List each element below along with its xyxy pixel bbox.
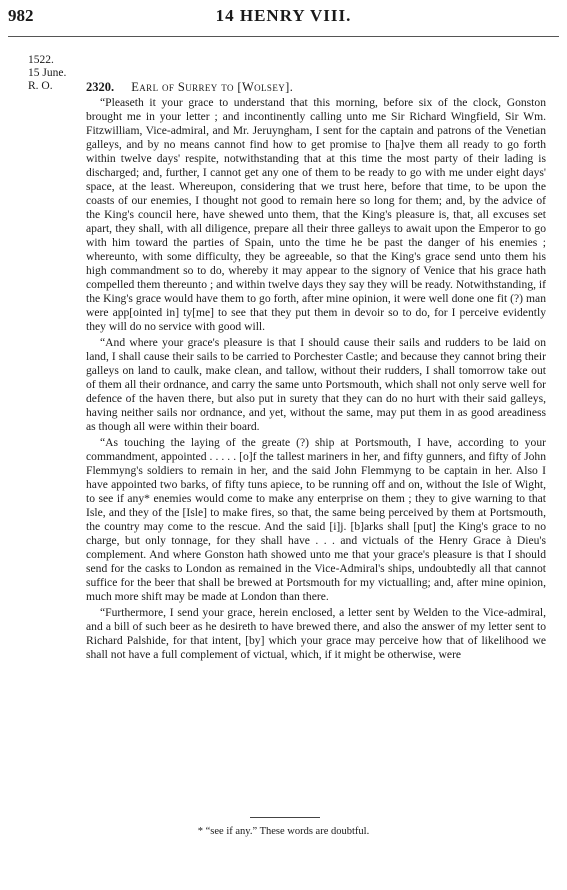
page-number: 982 xyxy=(8,6,34,25)
running-title: 14 HENRY VIII. xyxy=(215,6,352,25)
letter-body xyxy=(86,96,546,664)
page-header xyxy=(0,6,567,36)
paragraph: “And where your grace's pleasure is that I should cause their sails and rudders to be laid on land, I shall cause their sails to be carried to Porchester Castle; and because they cannot bring their galleys on land to caulk, make clean, and tallow, without their rudders, I shall tomorrow take out of them all their ordnance, and carry the same unto Portsmouth, which shall not only serve well for defence of the haven there, but also put in surety that they can do no hurt with their said galleys, having neither sails nor ordnance, and yet, without the same, may put them in as good areadiness as though all were within their board. xyxy=(86,336,546,433)
paragraph: “As touching the laying of the greate (?) ship at Portsmouth, I have, according to your commandment, appointed . . . . . [o]f the tallest mariners in her, and fifty gunners, and fifty of John Flemmyng's soldiers to remain in her, and the said John Flemmyng to be captain in her. Also I have appointed two barks, of fifty tuns apiece, to be running off and on, without the Isle of Wight, to see if any* enemies would come to make any enterprise on them ; they to give warning to that Isle, and they of the [Isle] to make fires, so that, the same being perceived by them at Portsmouth, the country may come to the rescue. And the said [i]j. [b]arks shall [put] the King's grace to no charge, but only tonnage, for they shall have . . . and victuals of the Henry Grace à Dieu's complement. And where Gonston hath showed unto me that your grace's pleasure is that I should send for the casks to London as remained in the Vice-Admiral's ships, undoubtedly all that cannot suffice for the beer that shall be brewed at Portsmouth for my victualling; and, after mine opinion, much more shift may be made at London than there. xyxy=(86,436,546,603)
entry-title: Earl of Surrey to [Wolsey]. xyxy=(131,80,294,94)
margin-date: 15 June. xyxy=(28,67,67,79)
footnote-rule xyxy=(250,817,320,818)
margin-source: R. O. xyxy=(28,80,53,92)
header-rule xyxy=(8,36,559,37)
margin-notes xyxy=(28,54,68,93)
entry-number: 2320. xyxy=(86,80,115,94)
paragraph: “Furthermore, I send your grace, herein enclosed, a letter sent by Welden to the Vice-admiral, and a bill of such beer as he desireth to have brewed there, and also the answer of my letter sent to Richard Palshide, for that intent, [by] which your grace may perceive how that of likelihood we shall not have a full complement of victual, which, if it might be otherwise, were xyxy=(86,606,546,661)
entry-heading xyxy=(86,80,293,95)
footnote: * “see if any.” These words are doubtful. xyxy=(197,826,370,837)
margin-year: 1522. xyxy=(28,54,54,66)
paragraph: “Pleaseth it your grace to understand that this morning, before six of the clock, Gonston brought me in your letter ; and incontinently calling unto me Sir Richard Wingfield, Sir Wm. Fitzwilliam, Vice-admiral, and Mr. Jeruyngham, I sent for the captain and patrons of the Venetian galleys, and by no means cannot find how to get promise to [ha]ve them all ready to go forth within twelve days' respite, notwithstanding that at this time the most party of their lading is discharged; and, further, I cannot get any one of them to be ready to go with me under eight days' space, at the least. Whereupon, considering that we trust here, before that time, to be upon the coasts of our enemies, I thought not good to remain here so long for them; and, by the advice of the King's council here, have shewed unto them, that the King's pleasure is, that, all excuses set apart, they shall, with all diligence, prepare all their three galleys to await upon the Emperor to go with him toward the parties of Spain, unto the time he be past the danger of his enemies ; whereunto, with some difficulty, they be agreeable, so that the King's grace send unto them his high commandment so to do, whereby it may appear to the signory of Venice that his grace hath compelled them thereunto ; and within twelve days they say they will be ready. Notwithstanding, if the King's grace would have them to go forth, after mine opinion, it were well done one fit (?) man were app[ointed in] ty[me] to see that they put them in devoir so to do, for I perceive evidently they will do no service with good will. xyxy=(86,96,546,333)
